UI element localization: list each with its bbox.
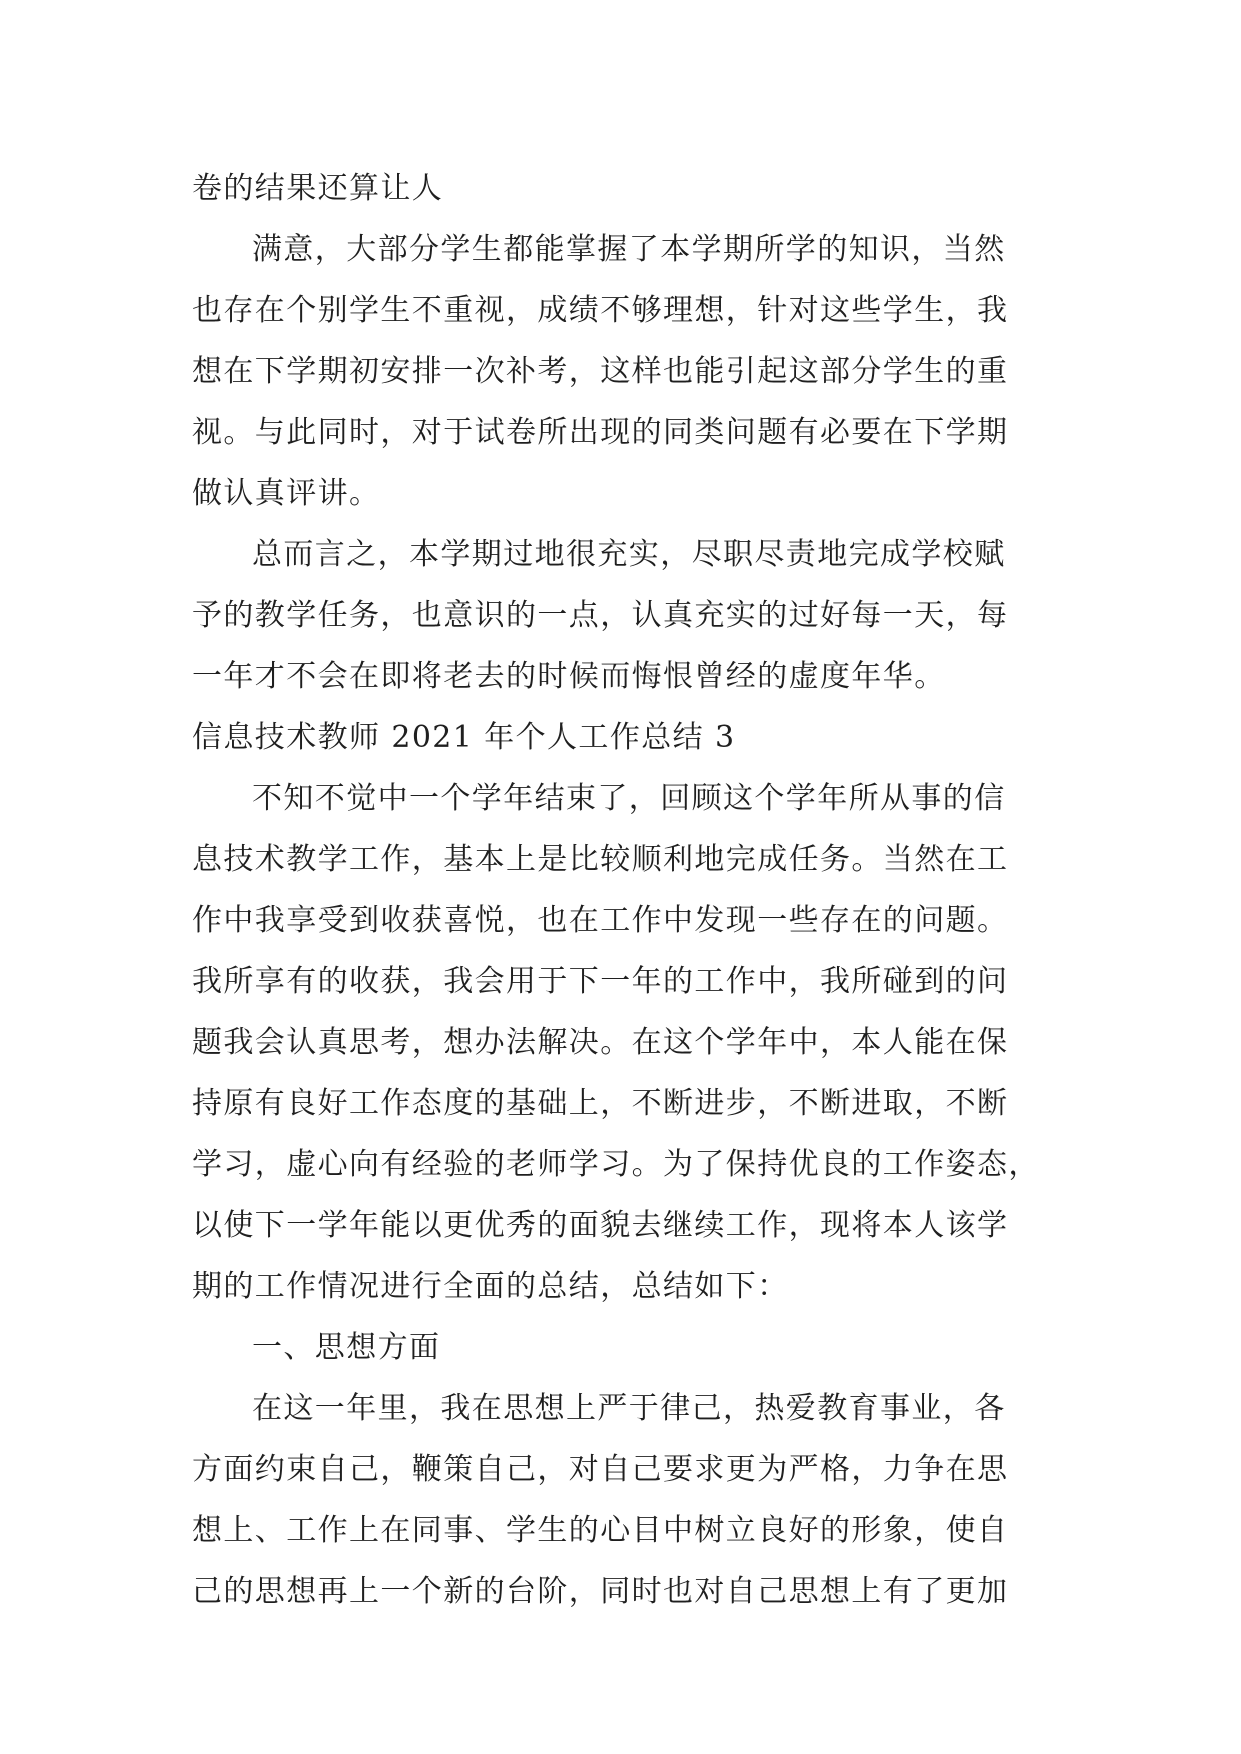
document-body	[192, 158, 1062, 1622]
text-line-5: 视。与此同时，对于试卷所出现的同类问题有必要在下学期	[192, 415, 1009, 450]
text-line-14: 我所享有的收获，我会用于下一年的工作中，我所碰到的问	[192, 964, 1009, 999]
text-line-16: 持原有良好工作态度的基础上，不断进步，不断进取，不断	[192, 1086, 1009, 1121]
text-line-1: 卷的结果还算让人	[192, 171, 444, 206]
text-line-6: 做认真评讲。	[192, 476, 381, 511]
text-line-22: 方面约束自己，鞭策自己，对自己要求更为严格，力争在思	[192, 1452, 1009, 1487]
text-line-18: 以使下一学年能以更优秀的面貌去继续工作，现将本人该学	[192, 1208, 1009, 1243]
text-line-21: 在这一年里，我在思想上严于律己，热爱教育事业，各	[252, 1391, 1006, 1426]
text-line-4: 想在下学期初安排一次补考，这样也能引起这部分学生的重	[192, 354, 1009, 389]
text-line-19: 期的工作情况进行全面的总结，总结如下：	[192, 1269, 789, 1304]
text-line-3: 也存在个别学生不重视，成绩不够理想，针对这些学生，我	[192, 293, 1009, 328]
text-line-15: 题我会认真思考，想办法解决。在这个学年中，本人能在保	[192, 1025, 1009, 1060]
text-line-23: 想上、工作上在同事、学生的心目中树立良好的形象，使自	[192, 1513, 1009, 1548]
text-line-13: 作中我享受到收获喜悦，也在工作中发现一些存在的问题。	[192, 903, 1009, 938]
text-line-2: 满意，大部分学生都能掌握了本学期所学的知识，当然	[252, 232, 1006, 267]
subsection-heading: 一、思想方面	[252, 1330, 441, 1365]
text-line-11: 不知不觉中一个学年结束了，回顾这个学年所从事的信	[252, 781, 1006, 816]
text-line-8: 予的教学任务，也意识的一点，认真充实的过好每一天，每	[192, 598, 1009, 633]
text-line-9: 一年才不会在即将老去的时候而悔恨曾经的虚度年华。	[192, 659, 946, 694]
text-line-24: 己的思想再上一个新的台阶，同时也对自己思想上有了更加	[192, 1574, 1009, 1609]
text-line-12: 息技术教学工作，基本上是比较顺利地完成任务。当然在工	[192, 842, 1009, 877]
section-heading: 信息技术教师 2021 年个人工作总结 3	[192, 720, 736, 755]
text-line-17: 学习，虚心向有经验的老师学习。为了保持优良的工作姿态，	[192, 1147, 1040, 1182]
text-line-7: 总而言之，本学期过地很充实，尽职尽责地完成学校赋	[252, 537, 1006, 572]
